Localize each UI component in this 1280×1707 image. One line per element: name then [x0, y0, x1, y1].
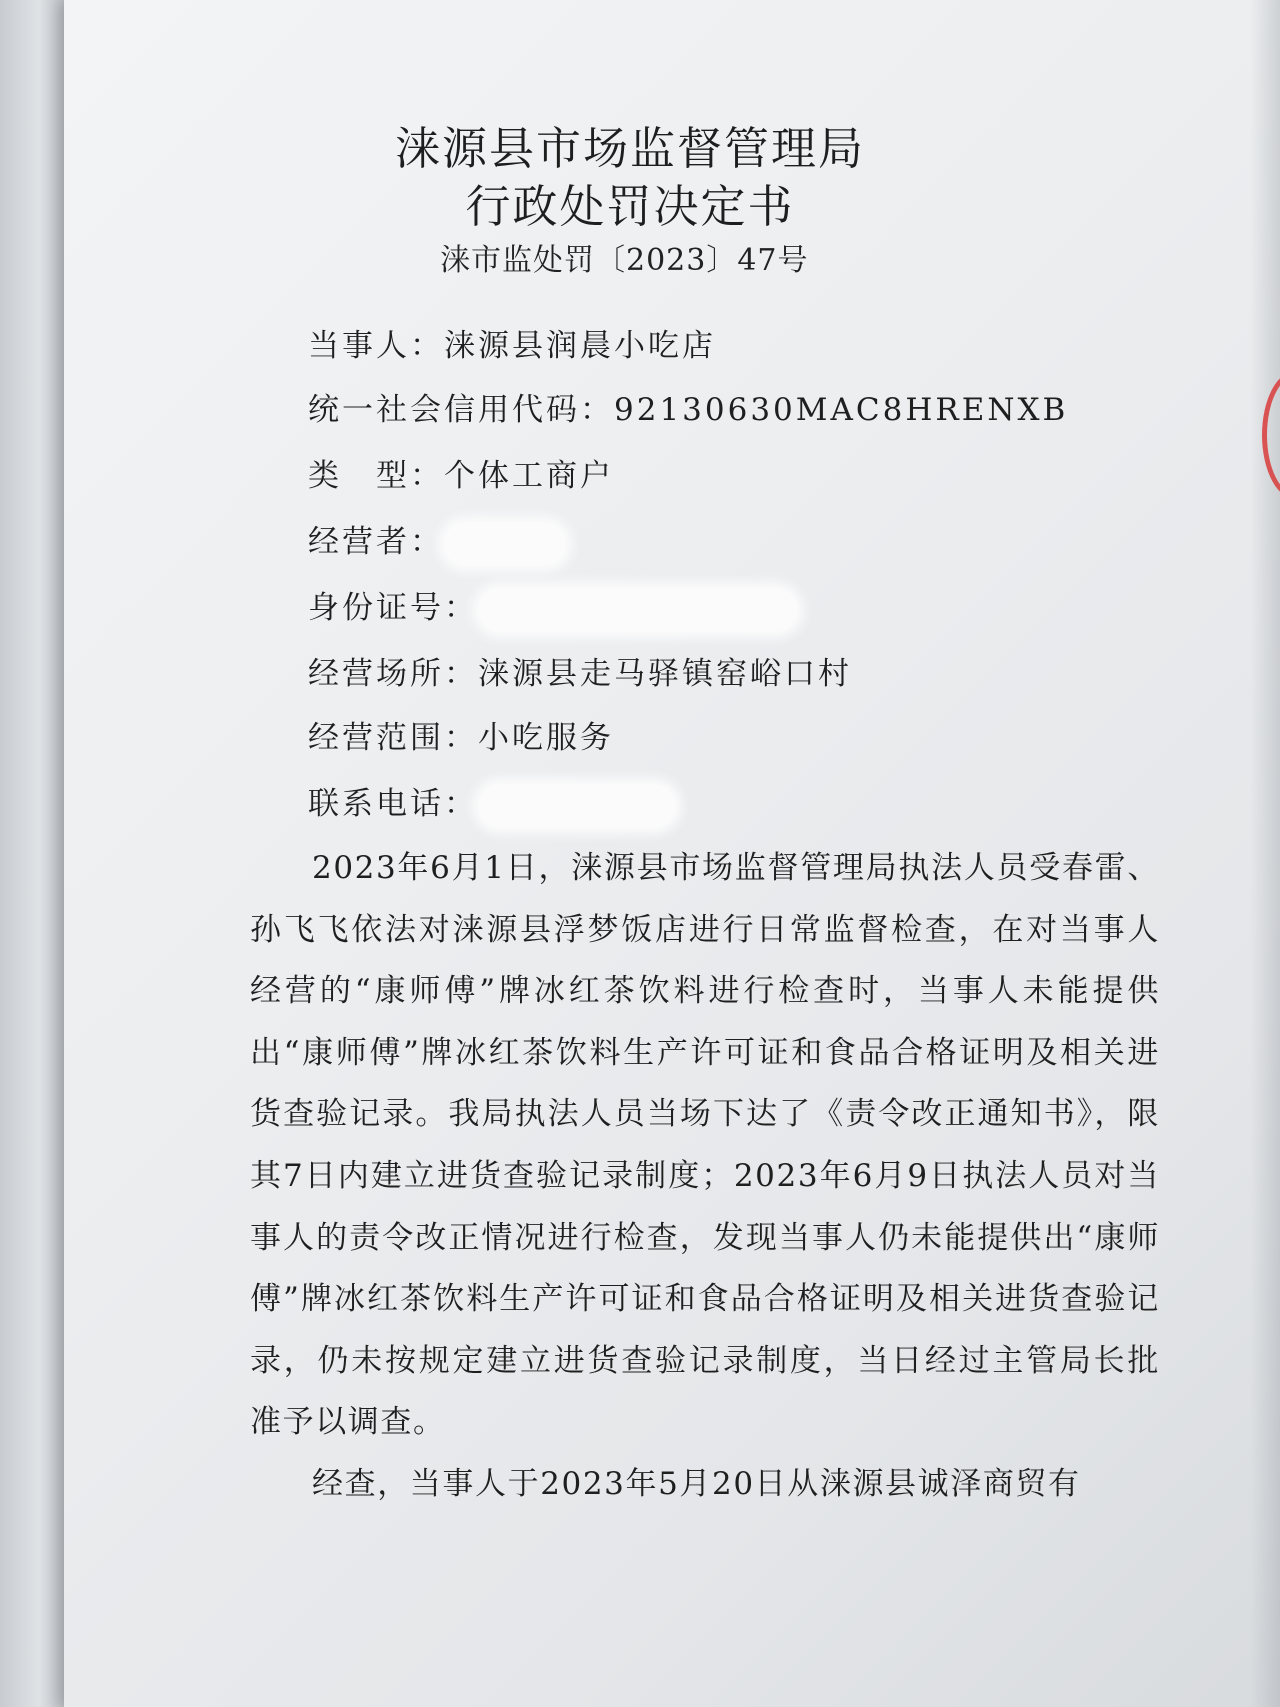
field-label: 类 型： [308, 458, 444, 494]
field-label: 经营场所： [308, 656, 478, 692]
field-value: 涞源县走马驿镇窑峪口村 [478, 656, 852, 692]
field-business-scope [308, 716, 614, 760]
field-label: 经营范围： [308, 720, 478, 756]
field-label: 经营者： [308, 524, 444, 560]
binding-edge [0, 0, 70, 1707]
field-type [308, 454, 614, 498]
field-label: 统一社会信用代码： [308, 392, 614, 428]
field-value: 涞源县润晨小吃店 [444, 328, 716, 364]
field-phone [308, 782, 676, 826]
redaction-mark [478, 784, 676, 828]
paragraph: 经查，当事人于2023年5月20日从涞源县诚泽商贸有 [312, 1465, 1081, 1502]
field-label: 身份证号： [308, 590, 478, 626]
field-id-number [308, 586, 798, 630]
case-description [250, 838, 1160, 1516]
field-party [308, 324, 716, 368]
field-business-location [308, 652, 852, 696]
redaction-mark [478, 588, 798, 632]
document-number: 涞市监处罚〔2023〕47号 [440, 243, 809, 278]
page-shadow [1250, 0, 1280, 1707]
field-label: 当事人： [308, 328, 444, 364]
field-value: 92130630MAC8HRENXB [614, 392, 1069, 428]
field-operator [308, 520, 566, 564]
field-credit-code [308, 388, 1068, 432]
field-label: 联系电话： [308, 786, 478, 822]
field-value: 小吃服务 [478, 720, 614, 756]
issuing-agency-title: 涞源县市场监督管理局 [394, 122, 865, 175]
field-value: 个体工商户 [444, 458, 614, 494]
redaction-mark [444, 522, 566, 566]
document-title: 行政处罚决定书 [465, 180, 795, 233]
paragraph: 2023年6月1日，涞源县市场监督管理局执法人员受春雷、孙飞飞依法对涞源县浮梦饭店进行日常监督检查，在对当事人经营的“康师傅”牌冰红茶饮料进行检查时，当事人未能提供出“康师傅”牌冰红茶饮料生产许可证和食品合格证明及相关进货查验记录。我局执法人员当场下达了《责令改正通知书》，限其7日内建立进货查验记录制度；2023年6月9日执法人员对当事人的责令改正情况进行检查，发现当事人仍未能提供出“康师傅”牌冰红茶饮料生产许可证和食品合格证明及相关进货查验记录，仍未按规定建立进货查验记录制度，当日经过主管局长批准予以调查。 [250, 850, 1160, 1441]
